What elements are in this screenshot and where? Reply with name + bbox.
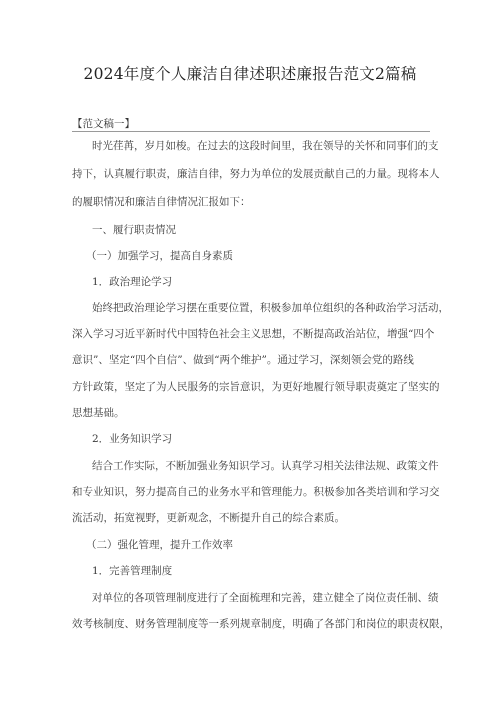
paragraph-line: 对单位的各项管理制度进行了全面梳理和完善，建立健全了岗位责任制、绩 <box>92 592 439 604</box>
paragraph-line: 深入学习习近平新时代中国特色社会主义思想，不断提高政治站位，增强“四个 <box>72 328 435 340</box>
paragraph-line: 时光荏苒，岁月如梭。在过去的这段时间里，我在领导的关怀和同事们的支 <box>92 140 439 152</box>
paragraph-line: 思想基础。 <box>72 407 125 419</box>
section-divider <box>72 131 430 132</box>
heading-level-2: （一）加强学习，提高自身素质 <box>86 250 233 262</box>
document-title: 2024年度个人廉洁自律述职述廉报告范文2篇稿 <box>83 65 417 83</box>
paragraph-line: 效考核制度、财务管理制度等一系列规章制度，明确了各部门和岗位的职责权限， <box>72 618 450 630</box>
heading-level-2: （二）强化管理，提升工作效率 <box>86 539 233 551</box>
paragraph-line: 方针政策，坚定了为人民服务的宗旨意识，为更好地履行领导职责奠定了坚实的 <box>72 381 440 393</box>
paragraph-line: 的履职情况和廉洁自律情况汇报如下： <box>72 196 251 208</box>
heading-level-3: 1．政治理论学习 <box>92 276 173 288</box>
section-label: 【范文稿一】 <box>72 118 135 130</box>
paragraph-line: 持下，认真履行职责，廉洁自律，努力为单位的发展贡献自己的力量。现将本人 <box>72 168 440 180</box>
paragraph-line: 结合工作实际，不断加强业务知识学习。认真学习相关法律法规、政策文件 <box>92 460 439 472</box>
paragraph-line: 和专业知识，努力提高自己的业务水平和管理能力。积极参加各类培训和学习交 <box>72 486 440 498</box>
heading-level-3: 1．完善管理制度 <box>92 565 173 577</box>
paragraph-line: 流活动，拓宽视野，更新观念，不断提升自己的综合素质。 <box>72 512 345 524</box>
heading-level-3: 2．业务知识学习 <box>92 433 173 445</box>
heading-level-1: 一、履行职责情况 <box>92 224 176 236</box>
paragraph-line: 始终把政治理论学习摆在重要位置，积极参加单位组织的各种政治学习活动， <box>92 302 449 314</box>
paragraph-line: 意识”、坚定“四个自信”、做到“两个维护”。通过学习，深刻领会党的路线 <box>72 354 414 366</box>
